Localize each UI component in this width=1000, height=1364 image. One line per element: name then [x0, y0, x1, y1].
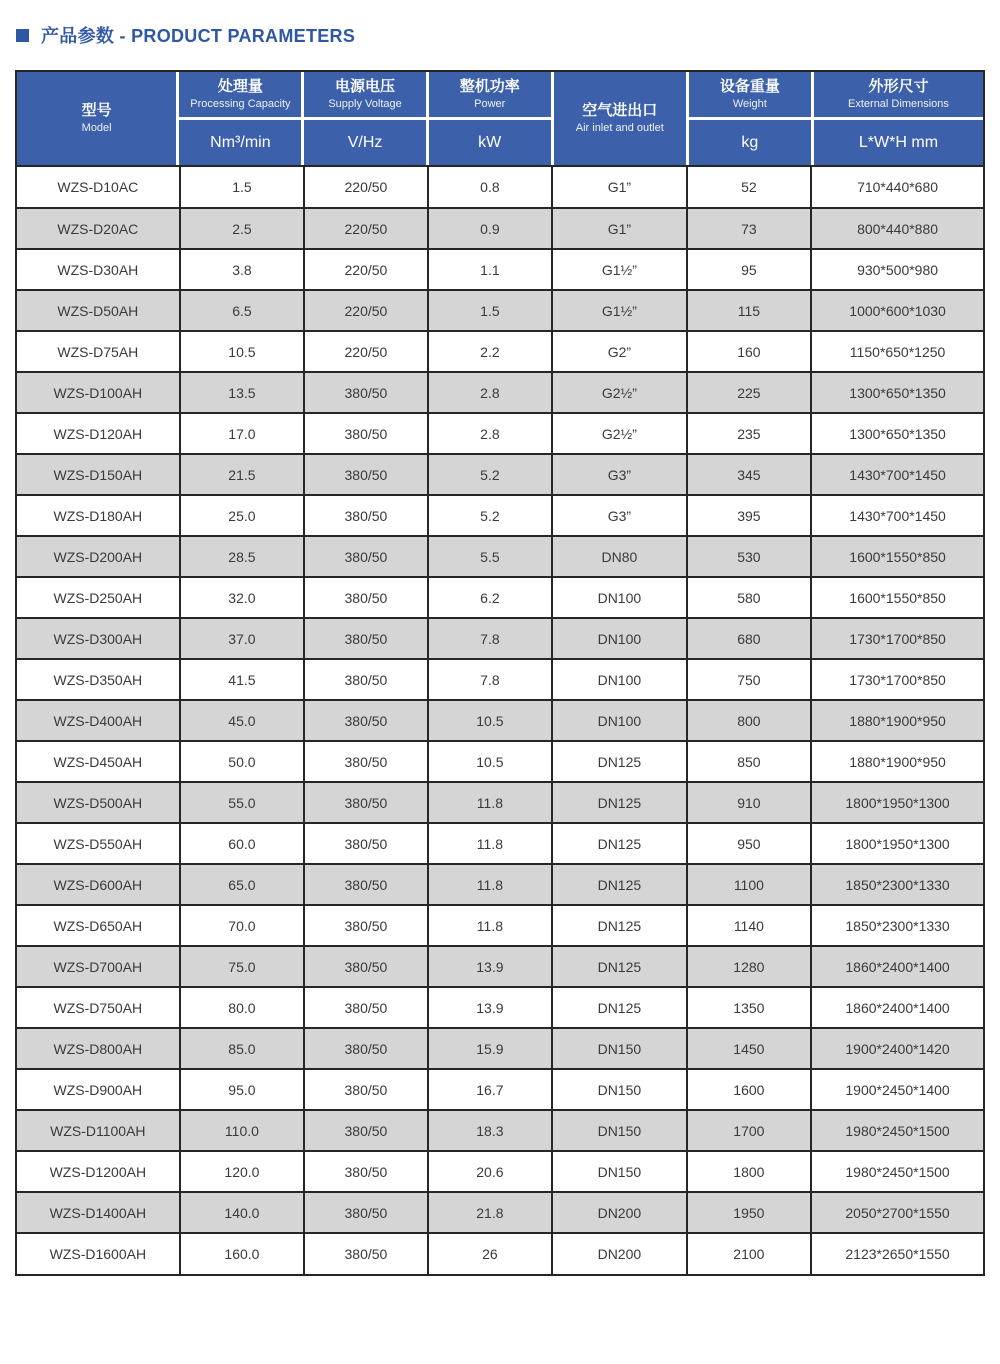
cell-model: WZS-D20AC — [17, 208, 180, 249]
table-row — [17, 1151, 983, 1192]
cell-capacity: 70.0 — [180, 905, 305, 946]
cell-model: WZS-D1400AH — [17, 1192, 180, 1233]
cell-power: 11.8 — [428, 864, 553, 905]
cell-power: 11.8 — [428, 823, 553, 864]
cell-voltage: 380/50 — [304, 413, 427, 454]
cell-dimensions: 2050*2700*1550 — [811, 1192, 983, 1233]
cell-weight: 1950 — [687, 1192, 812, 1233]
cell-dimensions: 1860*2400*1400 — [811, 987, 983, 1028]
cell-weight: 680 — [687, 618, 812, 659]
cell-power: 5.2 — [428, 495, 553, 536]
cell-air-inlet: G2” — [552, 331, 686, 372]
cell-weight: 1700 — [687, 1110, 812, 1151]
cell-air-inlet: DN125 — [552, 741, 686, 782]
table-body-grid — [17, 167, 983, 1274]
cell-model: WZS-D250AH — [17, 577, 180, 618]
cell-capacity: 45.0 — [180, 700, 305, 741]
cell-capacity: 37.0 — [180, 618, 305, 659]
cell-air-inlet: DN150 — [552, 1028, 686, 1069]
cell-capacity: 13.5 — [180, 372, 305, 413]
cell-power: 6.2 — [428, 577, 553, 618]
cell-dimensions: 1300*650*1350 — [811, 372, 983, 413]
cell-voltage: 380/50 — [304, 905, 427, 946]
table-row — [17, 946, 983, 987]
cell-weight: 95 — [687, 249, 812, 290]
table-row — [17, 618, 983, 659]
cell-air-inlet: DN200 — [552, 1192, 686, 1233]
cell-weight: 1280 — [687, 946, 812, 987]
cell-air-inlet: DN125 — [552, 987, 686, 1028]
table-row — [17, 700, 983, 741]
cell-power: 0.9 — [428, 208, 553, 249]
title-bullet-icon — [16, 29, 29, 42]
cell-capacity: 110.0 — [180, 1110, 305, 1151]
header-power-zh: 整机功率 — [459, 77, 520, 95]
cell-power: 10.5 — [428, 741, 553, 782]
cell-weight: 115 — [687, 290, 812, 331]
header-model-en: Model — [81, 121, 112, 134]
cell-weight: 225 — [687, 372, 812, 413]
cell-air-inlet: DN150 — [552, 1110, 686, 1151]
header-model-zh: 型号 — [81, 101, 112, 119]
cell-weight: 1100 — [687, 864, 812, 905]
cell-model: WZS-D600AH — [17, 864, 180, 905]
cell-dimensions: 1900*2400*1420 — [811, 1028, 983, 1069]
cell-capacity: 2.5 — [180, 208, 305, 249]
cell-air-inlet: G1” — [552, 208, 686, 249]
cell-model: WZS-D900AH — [17, 1069, 180, 1110]
table-row — [17, 290, 983, 331]
cell-air-inlet: G1½” — [552, 290, 686, 331]
table-row — [17, 782, 983, 823]
cell-model: WZS-D150AH — [17, 454, 180, 495]
cell-power: 26 — [428, 1233, 553, 1274]
cell-model: WZS-D100AH — [17, 372, 180, 413]
cell-power: 2.8 — [428, 413, 553, 454]
header-power-en: Power — [474, 97, 506, 110]
header-capacity — [179, 72, 301, 117]
table-header — [17, 72, 983, 167]
cell-weight: 160 — [687, 331, 812, 372]
cell-capacity: 80.0 — [180, 987, 305, 1028]
cell-dimensions: 800*440*880 — [811, 208, 983, 249]
cell-weight: 73 — [687, 208, 812, 249]
cell-model: WZS-D180AH — [17, 495, 180, 536]
cell-power: 0.8 — [428, 167, 553, 208]
cell-dimensions: 1300*650*1350 — [811, 413, 983, 454]
cell-voltage: 380/50 — [304, 495, 427, 536]
header-air-inlet-zh: 空气进出口 — [582, 101, 658, 119]
cell-power: 11.8 — [428, 782, 553, 823]
cell-dimensions: 1600*1550*850 — [811, 577, 983, 618]
cell-model: WZS-D450AH — [17, 741, 180, 782]
cell-capacity: 28.5 — [180, 536, 305, 577]
cell-dimensions: 1600*1550*850 — [811, 536, 983, 577]
cell-power: 1.5 — [428, 290, 553, 331]
cell-air-inlet: G1” — [552, 167, 686, 208]
cell-model: WZS-D350AH — [17, 659, 180, 700]
cell-power: 10.5 — [428, 700, 553, 741]
cell-model: WZS-D120AH — [17, 413, 180, 454]
cell-air-inlet: DN125 — [552, 946, 686, 987]
cell-dimensions: 1850*2300*1330 — [811, 864, 983, 905]
cell-air-inlet: DN100 — [552, 618, 686, 659]
cell-capacity: 50.0 — [180, 741, 305, 782]
cell-air-inlet: DN100 — [552, 700, 686, 741]
header-dimensions-zh: 外形尺寸 — [868, 77, 929, 95]
table-row — [17, 823, 983, 864]
cell-power: 2.2 — [428, 331, 553, 372]
parameters-table — [15, 70, 985, 1276]
header-dimensions-unit: L*W*H mm — [814, 120, 983, 165]
cell-weight: 395 — [687, 495, 812, 536]
cell-voltage: 220/50 — [304, 208, 427, 249]
cell-air-inlet: G3” — [552, 495, 686, 536]
cell-voltage: 380/50 — [304, 454, 427, 495]
cell-voltage: 380/50 — [304, 946, 427, 987]
cell-dimensions: 930*500*980 — [811, 249, 983, 290]
header-power — [429, 72, 551, 117]
cell-capacity: 3.8 — [180, 249, 305, 290]
cell-capacity: 41.5 — [180, 659, 305, 700]
cell-capacity: 1.5 — [180, 167, 305, 208]
cell-voltage: 380/50 — [304, 659, 427, 700]
cell-voltage: 380/50 — [304, 1192, 427, 1233]
section-title — [0, 0, 1000, 48]
cell-dimensions: 2123*2650*1550 — [811, 1233, 983, 1274]
cell-voltage: 380/50 — [304, 741, 427, 782]
table-row — [17, 659, 983, 700]
header-capacity-zh: 处理量 — [217, 77, 263, 95]
cell-voltage: 380/50 — [304, 1151, 427, 1192]
cell-capacity: 21.5 — [180, 454, 305, 495]
header-capacity-en: Processing Capacity — [190, 97, 291, 110]
cell-power: 7.8 — [428, 618, 553, 659]
cell-capacity: 55.0 — [180, 782, 305, 823]
cell-air-inlet: G2½” — [552, 413, 686, 454]
table-row — [17, 372, 983, 413]
table-row — [17, 208, 983, 249]
cell-weight: 910 — [687, 782, 812, 823]
cell-weight: 580 — [687, 577, 812, 618]
table-row — [17, 1110, 983, 1151]
cell-model: WZS-D1100AH — [17, 1110, 180, 1151]
cell-model: WZS-D400AH — [17, 700, 180, 741]
cell-model: WZS-D650AH — [17, 905, 180, 946]
cell-voltage: 380/50 — [304, 536, 427, 577]
cell-air-inlet: DN80 — [552, 536, 686, 577]
cell-power: 1.1 — [428, 249, 553, 290]
cell-air-inlet: DN125 — [552, 782, 686, 823]
cell-air-inlet: DN125 — [552, 823, 686, 864]
cell-air-inlet: DN125 — [552, 864, 686, 905]
cell-model: WZS-D30AH — [17, 249, 180, 290]
cell-dimensions: 710*440*680 — [811, 167, 983, 208]
cell-voltage: 380/50 — [304, 618, 427, 659]
cell-weight: 345 — [687, 454, 812, 495]
cell-voltage: 220/50 — [304, 249, 427, 290]
cell-dimensions: 1900*2450*1400 — [811, 1069, 983, 1110]
cell-capacity: 60.0 — [180, 823, 305, 864]
cell-voltage: 220/50 — [304, 167, 427, 208]
table-row — [17, 987, 983, 1028]
table-row — [17, 577, 983, 618]
cell-model: WZS-D700AH — [17, 946, 180, 987]
header-dimensions — [814, 72, 983, 117]
cell-weight: 1600 — [687, 1069, 812, 1110]
cell-dimensions: 1850*2300*1330 — [811, 905, 983, 946]
header-power-unit: kW — [429, 120, 551, 165]
header-air-inlet-en: Air inlet and outlet — [575, 121, 664, 134]
cell-weight: 52 — [687, 167, 812, 208]
cell-capacity: 95.0 — [180, 1069, 305, 1110]
page-title: 产品参数 - PRODUCT PARAMETERS — [41, 26, 356, 46]
cell-dimensions: 1800*1950*1300 — [811, 782, 983, 823]
cell-capacity: 120.0 — [180, 1151, 305, 1192]
cell-weight: 1140 — [687, 905, 812, 946]
cell-power: 5.2 — [428, 454, 553, 495]
table-row — [17, 249, 983, 290]
cell-air-inlet: G3” — [552, 454, 686, 495]
cell-model: WZS-D500AH — [17, 782, 180, 823]
header-model — [17, 72, 176, 165]
cell-power: 7.8 — [428, 659, 553, 700]
table-row — [17, 1233, 983, 1274]
cell-air-inlet: DN100 — [552, 577, 686, 618]
cell-capacity: 10.5 — [180, 331, 305, 372]
cell-power: 11.8 — [428, 905, 553, 946]
cell-dimensions: 1980*2450*1500 — [811, 1151, 983, 1192]
cell-voltage: 380/50 — [304, 1069, 427, 1110]
cell-air-inlet: DN150 — [552, 1151, 686, 1192]
table-row — [17, 905, 983, 946]
table-row — [17, 167, 983, 208]
cell-dimensions: 1150*650*1250 — [811, 331, 983, 372]
cell-model: WZS-D800AH — [17, 1028, 180, 1069]
cell-voltage: 380/50 — [304, 987, 427, 1028]
cell-weight: 1450 — [687, 1028, 812, 1069]
cell-capacity: 25.0 — [180, 495, 305, 536]
cell-capacity: 65.0 — [180, 864, 305, 905]
cell-voltage: 380/50 — [304, 782, 427, 823]
cell-weight: 1800 — [687, 1151, 812, 1192]
table-row — [17, 454, 983, 495]
cell-voltage: 380/50 — [304, 823, 427, 864]
header-voltage-en: Supply Voltage — [328, 97, 402, 110]
header-weight — [689, 72, 811, 117]
cell-voltage: 220/50 — [304, 290, 427, 331]
cell-power: 20.6 — [428, 1151, 553, 1192]
cell-air-inlet: DN100 — [552, 659, 686, 700]
cell-model: WZS-D550AH — [17, 823, 180, 864]
cell-weight: 530 — [687, 536, 812, 577]
cell-power: 16.7 — [428, 1069, 553, 1110]
table-row — [17, 741, 983, 782]
cell-voltage: 380/50 — [304, 372, 427, 413]
header-voltage-unit: V/Hz — [304, 120, 425, 165]
cell-model: WZS-D750AH — [17, 987, 180, 1028]
header-voltage-zh: 电源电压 — [335, 77, 396, 95]
table-row — [17, 1028, 983, 1069]
cell-power: 18.3 — [428, 1110, 553, 1151]
cell-capacity: 140.0 — [180, 1192, 305, 1233]
cell-dimensions: 1430*700*1450 — [811, 454, 983, 495]
cell-power: 15.9 — [428, 1028, 553, 1069]
cell-air-inlet: DN200 — [552, 1233, 686, 1274]
cell-dimensions: 1730*1700*850 — [811, 659, 983, 700]
cell-dimensions: 1000*600*1030 — [811, 290, 983, 331]
cell-model: WZS-D1600AH — [17, 1233, 180, 1274]
table-row — [17, 864, 983, 905]
cell-dimensions: 1980*2450*1500 — [811, 1110, 983, 1151]
cell-weight: 235 — [687, 413, 812, 454]
cell-power: 2.8 — [428, 372, 553, 413]
table-row — [17, 495, 983, 536]
table-row — [17, 1069, 983, 1110]
cell-power: 13.9 — [428, 987, 553, 1028]
cell-air-inlet: G1½” — [552, 249, 686, 290]
header-weight-zh: 设备重量 — [719, 77, 780, 95]
table-row — [17, 536, 983, 577]
cell-voltage: 380/50 — [304, 1028, 427, 1069]
cell-dimensions: 1880*1900*950 — [811, 741, 983, 782]
header-capacity-unit: Nm³/min — [179, 120, 301, 165]
cell-dimensions: 1880*1900*950 — [811, 700, 983, 741]
cell-model: WZS-D1200AH — [17, 1151, 180, 1192]
cell-capacity: 32.0 — [180, 577, 305, 618]
cell-air-inlet: DN150 — [552, 1069, 686, 1110]
cell-air-inlet: G2½” — [552, 372, 686, 413]
cell-model: WZS-D10AC — [17, 167, 180, 208]
cell-model: WZS-D50AH — [17, 290, 180, 331]
cell-model: WZS-D200AH — [17, 536, 180, 577]
cell-voltage: 380/50 — [304, 577, 427, 618]
cell-capacity: 75.0 — [180, 946, 305, 987]
cell-voltage: 380/50 — [304, 864, 427, 905]
table-body — [17, 167, 983, 1274]
cell-weight: 1350 — [687, 987, 812, 1028]
cell-dimensions: 1800*1950*1300 — [811, 823, 983, 864]
cell-capacity: 160.0 — [180, 1233, 305, 1274]
cell-capacity: 17.0 — [180, 413, 305, 454]
header-weight-unit: kg — [689, 120, 811, 165]
header-voltage — [304, 72, 425, 117]
cell-voltage: 380/50 — [304, 1233, 427, 1274]
cell-weight: 850 — [687, 741, 812, 782]
cell-power: 5.5 — [428, 536, 553, 577]
header-air-inlet — [554, 72, 686, 165]
table-row — [17, 413, 983, 454]
cell-capacity: 85.0 — [180, 1028, 305, 1069]
cell-dimensions: 1730*1700*850 — [811, 618, 983, 659]
cell-voltage: 380/50 — [304, 1110, 427, 1151]
cell-weight: 750 — [687, 659, 812, 700]
cell-voltage: 220/50 — [304, 331, 427, 372]
table-row — [17, 1192, 983, 1233]
header-weight-en: Weight — [732, 97, 767, 110]
cell-capacity: 6.5 — [180, 290, 305, 331]
cell-power: 21.8 — [428, 1192, 553, 1233]
cell-model: WZS-D300AH — [17, 618, 180, 659]
cell-weight: 2100 — [687, 1233, 812, 1274]
table-row — [17, 331, 983, 372]
cell-power: 13.9 — [428, 946, 553, 987]
header-dimensions-en: External Dimensions — [848, 97, 949, 110]
cell-voltage: 380/50 — [304, 700, 427, 741]
cell-weight: 950 — [687, 823, 812, 864]
cell-air-inlet: DN125 — [552, 905, 686, 946]
cell-dimensions: 1860*2400*1400 — [811, 946, 983, 987]
cell-weight: 800 — [687, 700, 812, 741]
cell-dimensions: 1430*700*1450 — [811, 495, 983, 536]
cell-model: WZS-D75AH — [17, 331, 180, 372]
